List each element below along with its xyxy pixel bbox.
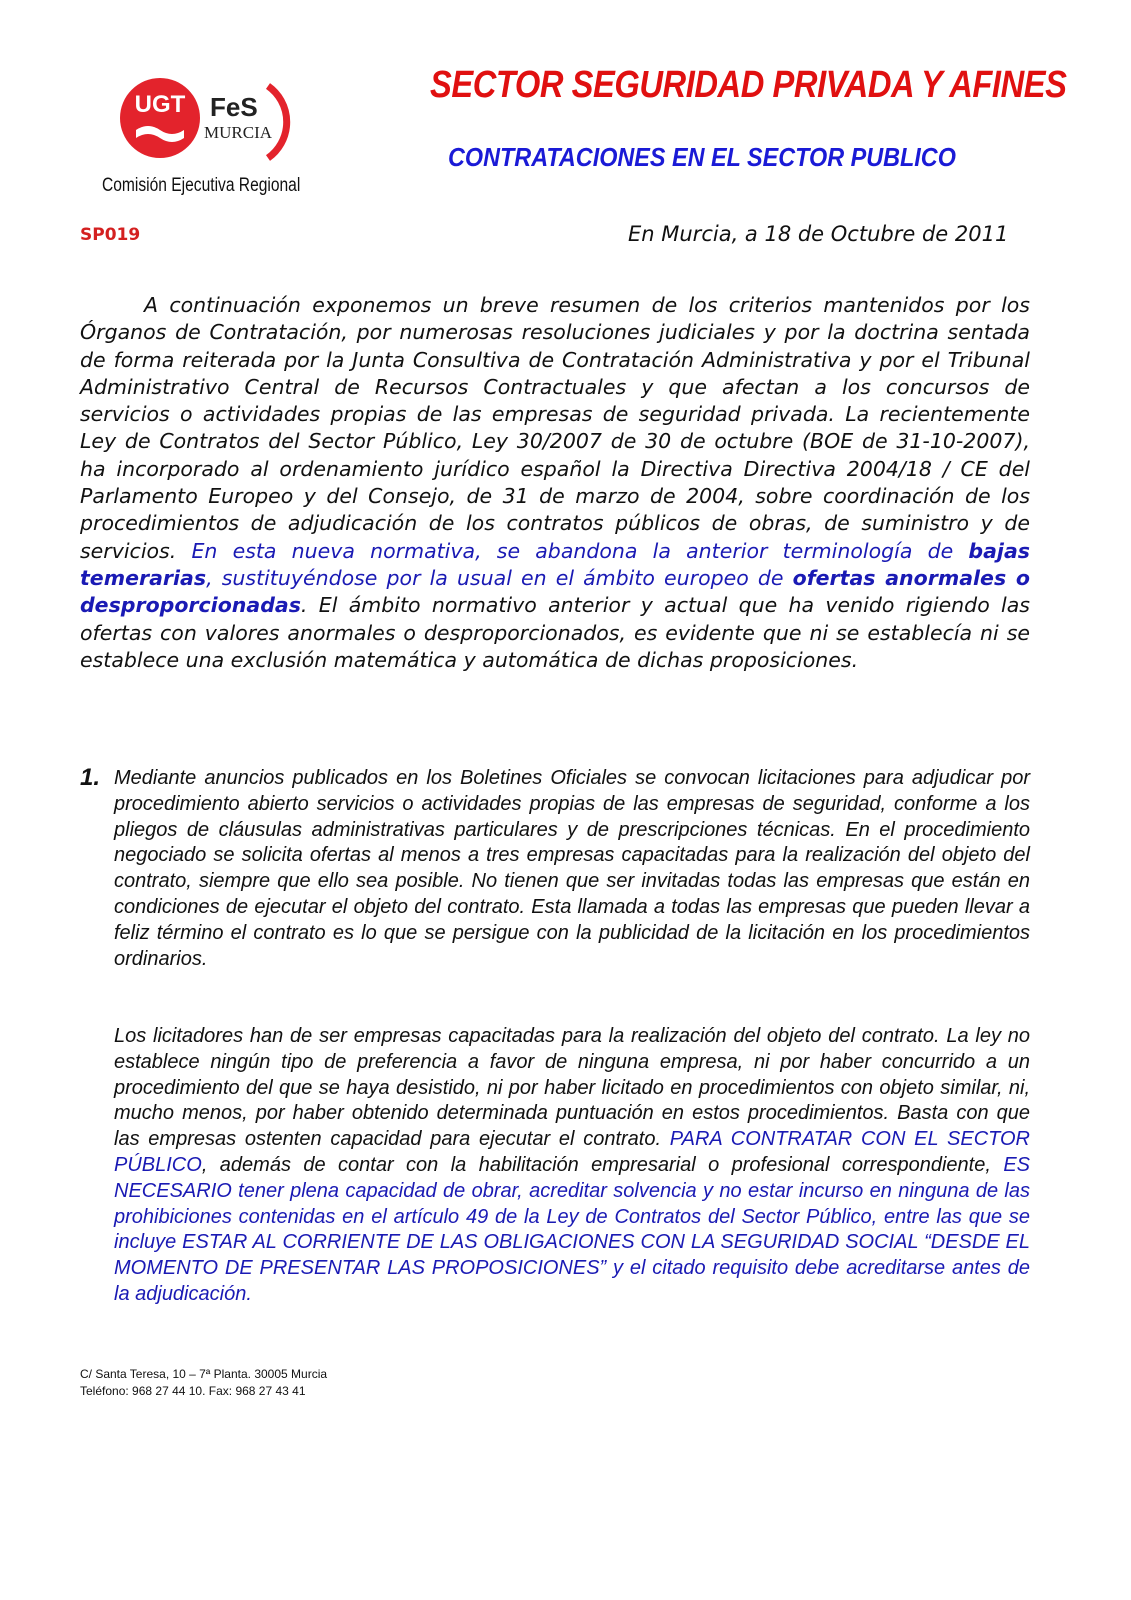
intro-blue-1: En esta nueva normativa, se abandona la anterior terminología de [191,538,954,563]
intro-bold-1: bajas temerarias [80,538,1030,590]
footer [80,1366,327,1400]
logo-red-circle [120,78,200,158]
document-subtitle: CONTRATACIONES EN EL SECTOR PUBLICO [448,142,956,172]
item-1-para-2-text-b: , además de contar con la habilitación empresarial o profesional correspondiente, [201,1153,991,1176]
item-1-para-2-blue-2: ES NECESARIO tener plena capacidad de obrar, acreditar solvencia y no estar incurso en ninguna de las prohibiciones contenidas en el artículo 49 de la Ley de Contratos del Sector Público, entre las que se incluye ESTAR AL CORRIENTE DE LAS OBLIGACIONES CON LA SEGURIDAD SOCIAL “DESDE EL MOMENTO DE PRESENTAR LAS PROPOSICIONES” y el citado requisito debe acreditarse antes de la adjudicación. [114,1153,1030,1305]
item-1-para-2-text-a: Los licitadores han de ser empresas capacitadas para la realización del objeto del contrato. La ley no establece ningún tipo de preferencia a favor de ninguna empresa, ni por haber concurrido a un procedimiento del que se haya desistido, ni por haber licitado en procedimientos con objeto similar, ni, mucho menos, por haber obtenido determinada puntuación en estos procedimientos. Basta con que las empresas ostenten capacidad para ejecutar el contrato. [114,1025,1030,1151]
footer-phone: Teléfono: 968 27 44 10. Fax: 968 27 43 41 [80,1384,306,1398]
item-number: 1. [80,764,101,791]
document-title: SECTOR SEGURIDAD PRIVADA Y AFINES [430,64,1067,106]
item-1-paragraph-1: Mediante anuncios publicados en los Boletines Oficiales se convocan licitaciones para adjudicar por procedimiento abierto servicios o actividades propias de las empresas de seguridad, conforme a los pliegos de cláusulas administrativas particulares y de prescripciones técnicas. En el procedimiento negociado se solicita ofertas al menos a tres empresas capacitadas para la realización del objeto del contrato, siempre que ello sea posible. No tienen que ser invitadas todas las empresas que están en condiciones de ejecutar el objeto del contrato. Esta llamada a todas las empresas que pueden llevar a feliz término el contrato es lo que se persigue con la publicidad de la licitación en los procedimientos ordinarios. [114,767,1030,970]
intro-paragraph [80,292,1030,674]
logo-caption: Comisión Ejecutiva Regional [102,175,301,196]
logo-brand-text: UGT [134,91,186,118]
logo-federation-text: FeS [210,92,258,122]
ugt-logo-graphic [118,72,308,172]
logo-arc [268,86,287,158]
date-line: En Murcia, a 18 de Octubre de 2011 [628,222,1009,246]
item-1-paragraph-2 [114,1024,1030,1308]
ugt-fes-logo [118,72,308,172]
intro-bold-2: ofertas anormales o desproporcionadas [80,565,1030,618]
footer-address: C/ Santa Teresa, 10 – 7ª Planta. 30005 Murcia [80,1367,328,1381]
intro-part-2: . El ámbito normativo anterior y actual que ha venido rigiendo las ofertas con valores anormales o desproporcionados, es evidente que ni se establecía ni se establece una exclusión matemática y automática de dichas proposiciones. [80,593,1030,672]
intro-part-1: A continuación exponemos un breve resumen de los criterios mantenidos por los Órganos de Contratación, por numerosas resoluciones judiciales y por la doctrina sentada de forma reiterada por la Junta Consultiva de Contratación Administrativa y por el Tribunal Administrativo Central de Recursos Contractuales y que afectan a los concursos de servicios o actividades propias de las empresas de seguridad privada. La recientemente Ley de Contratos del Sector Público, Ley 30/2007 de 30 de octubre (BOE de 31-10-2007), ha incorporado al ordenamiento jurídico español la Directiva Directiva 2004/18 / CE del Parlamento Europeo y del Consejo, de 31 de marzo de 2004, sobre coordinación de los procedimientos de adjudicación de los contratos públicos de obras, de suministro y de servicios. [80,293,1030,563]
reference-code: SP019 [80,225,141,245]
item-1-para-2-blue-1: PARA CONTRATAR CON EL SECTOR PÚBLICO [114,1128,1030,1176]
intro-blue-2: , sustituyéndose por la usual en el ámbito europeo de [206,565,784,590]
logo-region-text: MURCIA [204,123,273,142]
